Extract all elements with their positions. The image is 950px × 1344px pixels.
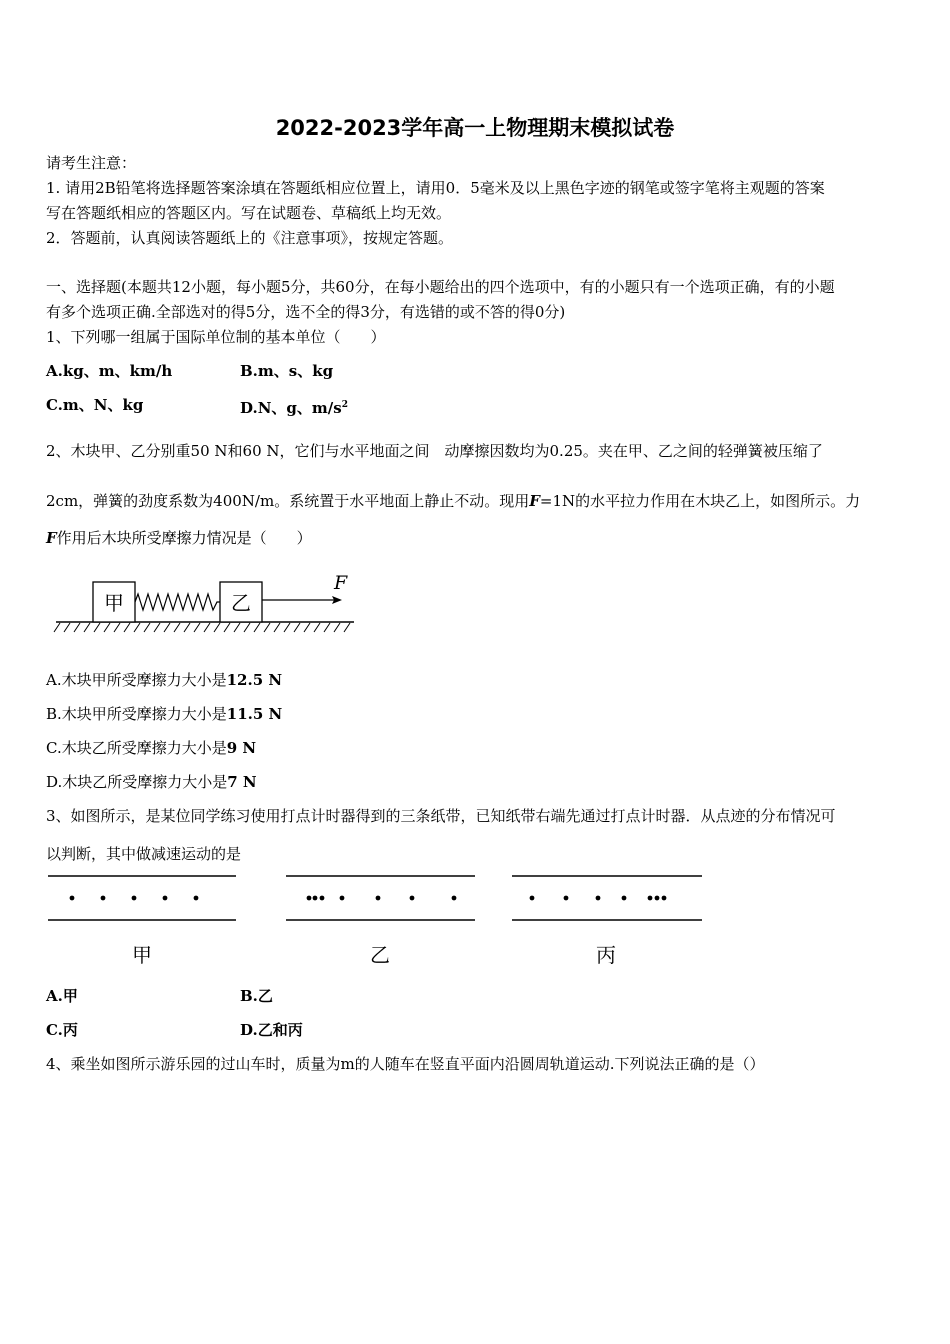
q3-option-b: B.乙 [240,987,273,1005]
page-title: 2022-2023学年高一上物理期末模拟试卷 [275,116,675,140]
q1-option-d-text: D.N、g、m/s [240,399,342,417]
notice-item-1-cont: 写在答题纸相应的答题区内。写在试题卷、草稿纸上均无效。 [46,204,452,222]
q2-option-b-value: 11.5 N [226,705,283,723]
q2-option-b-text: B.木块甲所受摩擦力大小是 [46,705,227,723]
q2-option-d-text: D.木块乙所受摩擦力大小是 [46,773,228,791]
spring [135,594,220,610]
q2-line3-b: 作用后木块所受摩擦力情况是（ ） [56,529,312,547]
q3-line1: 3、如图所示，是某位同学练习使用打点计时器得到的三条纸带，已知纸带右端先通过打点计时器．从点迹的分布情况可 [46,807,836,825]
q3-option-d: D.乙和丙 [240,1021,303,1039]
q2-option-d [46,772,257,792]
notice-item-1: 1. 请用2B铅笔将选择题答案涂填在答题纸相应位置上，请用0．5毫米及以上黑色字迹的钢笔或签字笔将主观题的答案 [46,179,825,197]
tape-bing [512,876,702,920]
q3-option-c: C.丙 [46,1021,78,1039]
tape-jia [48,876,236,920]
tape-yi [286,876,475,920]
q1-option-d [240,395,348,418]
block-jia-label: 甲 [104,591,124,615]
q2-option-b [46,704,282,724]
q2-line2-a: 2cm，弹簧的劲度系数为400N/m。系统置于水平地面上静止不动。现用 [46,492,530,510]
q4-stem: 4、乘坐如图所示游乐园的过山车时，质量为m的人随车在竖直平面内沿圆周轨道运动.下列说法正确的是（） [46,1055,765,1073]
q2-option-a-value: 12.5 N [226,671,283,689]
q3-tape-figure [46,870,706,970]
q2-option-a [46,670,282,690]
block-yi-label: 乙 [231,591,251,615]
q1-stem: 1、下列哪一组属于国际单位制的基本单位（ ） [46,328,386,346]
q3-line2: 以判断，其中做减速运动的是 [46,845,242,863]
q2-line3-f: F [46,529,57,547]
q2-line2-f: F [529,492,540,510]
q1-option-a: A.kg、m、km/h [46,362,173,380]
q1-option-c: C.m、N、kg [46,396,144,414]
force-label: F [334,572,348,594]
notice-item-2: 2．答题前，认真阅读答题纸上的《注意事项》，按规定答题。 [46,229,454,247]
section-intro-line2: 有多个选项正确.全部选对的得5分，选不全的得3分，有选错的或不答的得0分) [46,303,566,321]
q2-line3 [46,528,312,548]
notice-heading: 请考生注意： [46,154,137,172]
q2-line1: 2、木块甲、乙分别重50 N和60 N，它们与水平地面之间 动摩擦因数均为0.25。夹在甲、乙之间的轻弹簧被压缩了 [46,442,823,460]
q2-option-c-text: C.木块乙所受摩擦力大小是 [46,739,227,757]
q2-option-d-value: 7 N [227,773,257,791]
q1-option-d-sup: 2 [341,400,348,410]
tape-label-yi: 乙 [370,943,390,967]
q2-spring-block-figure [50,572,360,636]
q2-option-c-value: 9 N [226,739,257,757]
q3-option-a: A.甲 [46,987,78,1005]
section-intro-line1: 一、选择题(本题共12小题，每小题5分，共60分，在每小题给出的四个选项中，有的小题只有一个选项正确，有的小题 [46,278,835,296]
q2-line2 [46,491,860,511]
q1-option-b: B.m、s、kg [240,362,334,380]
q2-option-a-text: A.木块甲所受摩擦力大小是 [46,671,227,689]
q2-line2-b: =1N的水平拉力作用在木块乙上，如图所示。力 [539,492,861,510]
tape-label-jia: 甲 [132,943,152,967]
q2-option-c [46,738,256,758]
tape-label-bing: 丙 [596,943,616,967]
